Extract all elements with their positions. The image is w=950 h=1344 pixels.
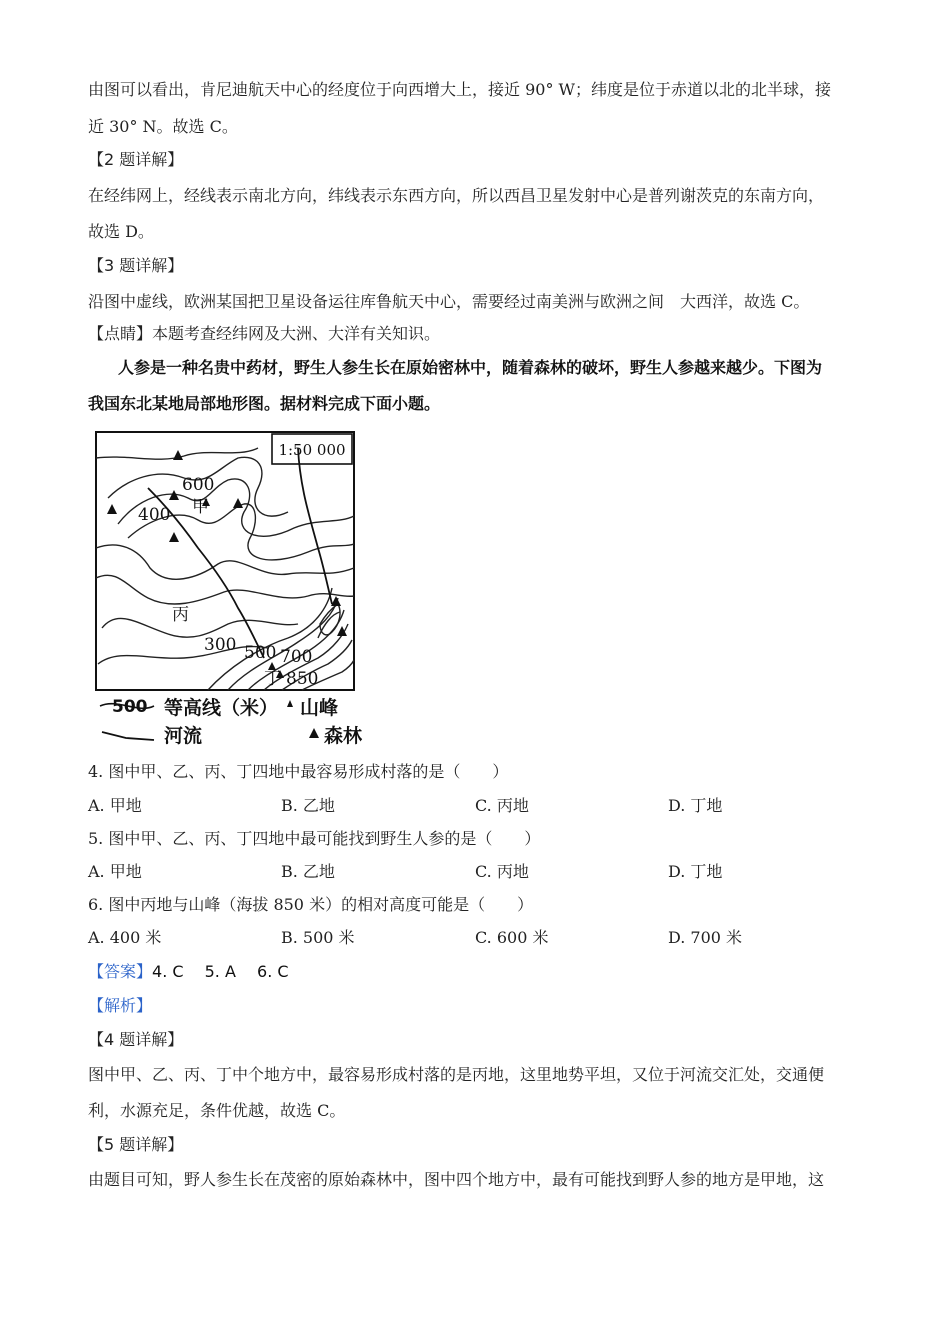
- q3-line-1: 沿图中虚线，欧洲某国把卫星设备运往库鲁航天中心，需要经过南美洲与欧洲之间 大西洋，故选 C。: [88, 292, 810, 311]
- forest-icon: [233, 498, 243, 508]
- q2-heading: 【2 题详解】: [88, 150, 184, 169]
- legend-peak-text: 山峰: [300, 697, 339, 719]
- legend-river-line: [102, 732, 154, 740]
- material-line-2: 我国东北某地局部地形图。据材料完成下面小题。: [88, 394, 441, 413]
- place-label-bing: 丙: [172, 605, 189, 625]
- question-5-stem: 5. 图中甲、乙、丙、丁四地中最可能找到野生人参的是（ ）: [88, 829, 541, 848]
- legend-peak-icon: [287, 700, 293, 707]
- q4-heading: 【4 题详解】: [88, 1030, 184, 1049]
- forest-icon: [331, 596, 341, 606]
- q2-line-2: 故选 D。: [88, 222, 154, 241]
- note-line: 【点睛】本题考查经纬网及大洲、大洋有关知识。: [88, 324, 441, 343]
- contour-label-700: 700: [280, 647, 313, 667]
- q5-heading: 【5 题详解】: [88, 1135, 184, 1154]
- q4-line-1: 图中甲、乙、丙、丁中个地方中，最容易形成村落的是丙地，这里地势平坦，又位于河流交汇处，交通便: [88, 1065, 825, 1084]
- q3-heading: 【3 题详解】: [88, 256, 184, 275]
- forest-icon: [337, 626, 347, 636]
- question-6-stem: 6. 图中丙地与山峰（海拔 850 米）的相对高度可能是（ ）: [88, 895, 534, 914]
- analysis-label: 【解析】: [88, 996, 153, 1015]
- material-line-1: 人参是一种名贵中药材，野生人参生长在原始密林中，随着森林的破坏，野生人参越来越少。下图为: [118, 358, 823, 377]
- topographic-map: [88, 428, 368, 750]
- question-6-option-d: D. 700 米: [668, 928, 743, 947]
- q4-line-2: 利，水源充足，条件优越，故选 C。: [88, 1101, 346, 1120]
- contour-label-600: 600: [182, 475, 215, 495]
- answer-row: [88, 962, 289, 982]
- q2-line-1: 在经纬网上，经线表示南北方向，纬线表示东西方向，所以西昌卫星发射中心是普列谢茨克的东南方向，: [88, 186, 825, 205]
- map-legend: [100, 696, 363, 747]
- scale-text: 1:50 000: [278, 441, 346, 459]
- forest-icon: [173, 450, 183, 464]
- legend-forest-icon: [309, 728, 319, 738]
- contour-label-500: 500: [244, 643, 277, 663]
- place-label-jia: 甲: [192, 497, 209, 517]
- intro-line-1: 由图可以看出，肯尼迪航天中心的经度位于向西增大上，接近 90° W；纬度是位于赤道以北的北半球，接: [88, 80, 831, 99]
- answer-value: 4. C 5. A 6. C: [152, 962, 289, 981]
- question-5-option-a: A. 甲地: [88, 862, 142, 881]
- question-5-option-d: D. 丁地: [668, 862, 723, 881]
- question-4-option-c: C. 丙地: [475, 796, 529, 815]
- legend-river-text: 河流: [164, 725, 203, 747]
- question-4-option-a: A. 甲地: [88, 796, 142, 815]
- question-4-option-b: B. 乙地: [281, 796, 335, 815]
- question-6-option-c: C. 600 米: [475, 928, 549, 947]
- question-5-option-c: C. 丙地: [475, 862, 529, 881]
- legend-contour-text: 等高线（米）: [164, 697, 279, 719]
- legend-forest-text: 森林: [324, 725, 363, 747]
- question-5-option-b: B. 乙地: [281, 862, 335, 881]
- answer-label: 【答案】: [88, 962, 153, 981]
- contour-label-300: 300: [204, 635, 237, 655]
- forest-icon: [169, 532, 179, 542]
- intro-line-2: 近 30° N。故选 C。: [88, 117, 238, 136]
- contour-label-850: 850: [286, 669, 319, 689]
- question-4-option-d: D. 丁地: [668, 796, 723, 815]
- place-label-ding: 丁: [264, 669, 281, 689]
- forest-icon: [107, 504, 117, 514]
- q5-line-1: 由题目可知，野人参生长在茂密的原始森林中，图中四个地方中，最有可能找到野人参的地方是甲地，这: [88, 1170, 825, 1189]
- question-6-option-b: B. 500 米: [281, 928, 355, 947]
- contour-label-400: 400: [138, 505, 171, 525]
- question-4-stem: 4. 图中甲、乙、丙、丁四地中最容易形成村落的是（ ）: [88, 762, 509, 781]
- legend-contour-value: 500: [112, 697, 148, 717]
- question-6-option-a: A. 400 米: [88, 928, 162, 947]
